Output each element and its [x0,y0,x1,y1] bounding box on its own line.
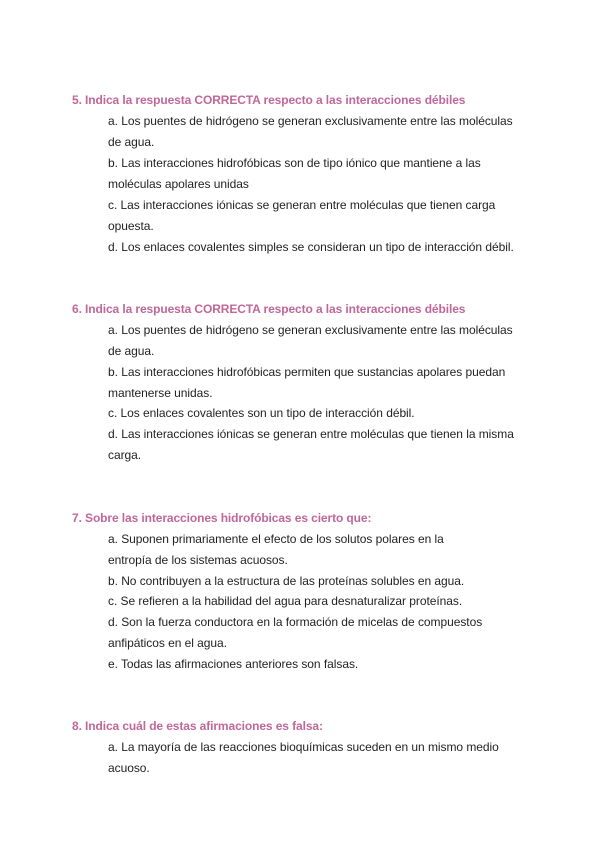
option-line: opuesta. [108,219,154,233]
option-line: b. Las interacciones hidrofóbicas permiten que sustancias apolares puedan [108,365,506,379]
option-line: a. La mayoría de las reacciones bioquímicas suceden en un mismo medio [108,740,499,754]
option-line: a. Los puentes de hidrógeno se generan exclusivamente entre las moléculas [108,114,513,128]
option-line: d. Las interacciones iónicas se generan entre moléculas que tienen la misma [108,427,514,441]
option-line: acuoso. [108,761,150,775]
option-line: b. Las interacciones hidrofóbicas son de tipo iónico que mantiene a las [108,156,481,170]
option-line: e. Todas las afirmaciones anteriores son falsas. [108,657,359,671]
option-line: carga. [108,448,142,462]
option-line: c. Se refieren a la habilidad del agua para desnaturalizar proteínas. [108,594,463,608]
option-line: d. Los enlaces covalentes simples se consideran un tipo de interacción débil. [108,240,514,254]
option-line: a. Suponen primariamente el efecto de los solutos polares en la [108,532,444,546]
option-line: c. Los enlaces covalentes son un tipo de interacción débil. [108,406,415,420]
option-line: de agua. [108,344,155,358]
option-line: b. No contribuyen a la estructura de las proteínas solubles en agua. [108,574,465,588]
option-line: moléculas apolares unidas [108,177,249,191]
question-title: 5. Indica la respuesta CORRECTA respecto a las interacciones débiles [72,93,466,107]
option-line: anfipáticos en el agua. [108,636,227,650]
question-title: 6. Indica la respuesta CORRECTA respecto a las interacciones débiles [72,302,466,316]
question-title: 7. Sobre las interacciones hidrofóbicas es cierto que: [72,511,372,525]
option-line: entropía de los sistemas acuosos. [108,553,288,567]
option-line: a. Los puentes de hidrógeno se generan exclusivamente entre las moléculas [108,323,513,337]
option-line: mantenerse unidas. [108,386,213,400]
question-title: 8. Indica cuál de estas afirmaciones es falsa: [72,719,323,733]
option-line: de agua. [108,135,155,149]
option-line: c. Las interacciones iónicas se generan entre moléculas que tienen carga [108,198,496,212]
option-line: d. Son la fuerza conductora en la formación de micelas de compuestos [108,615,483,629]
